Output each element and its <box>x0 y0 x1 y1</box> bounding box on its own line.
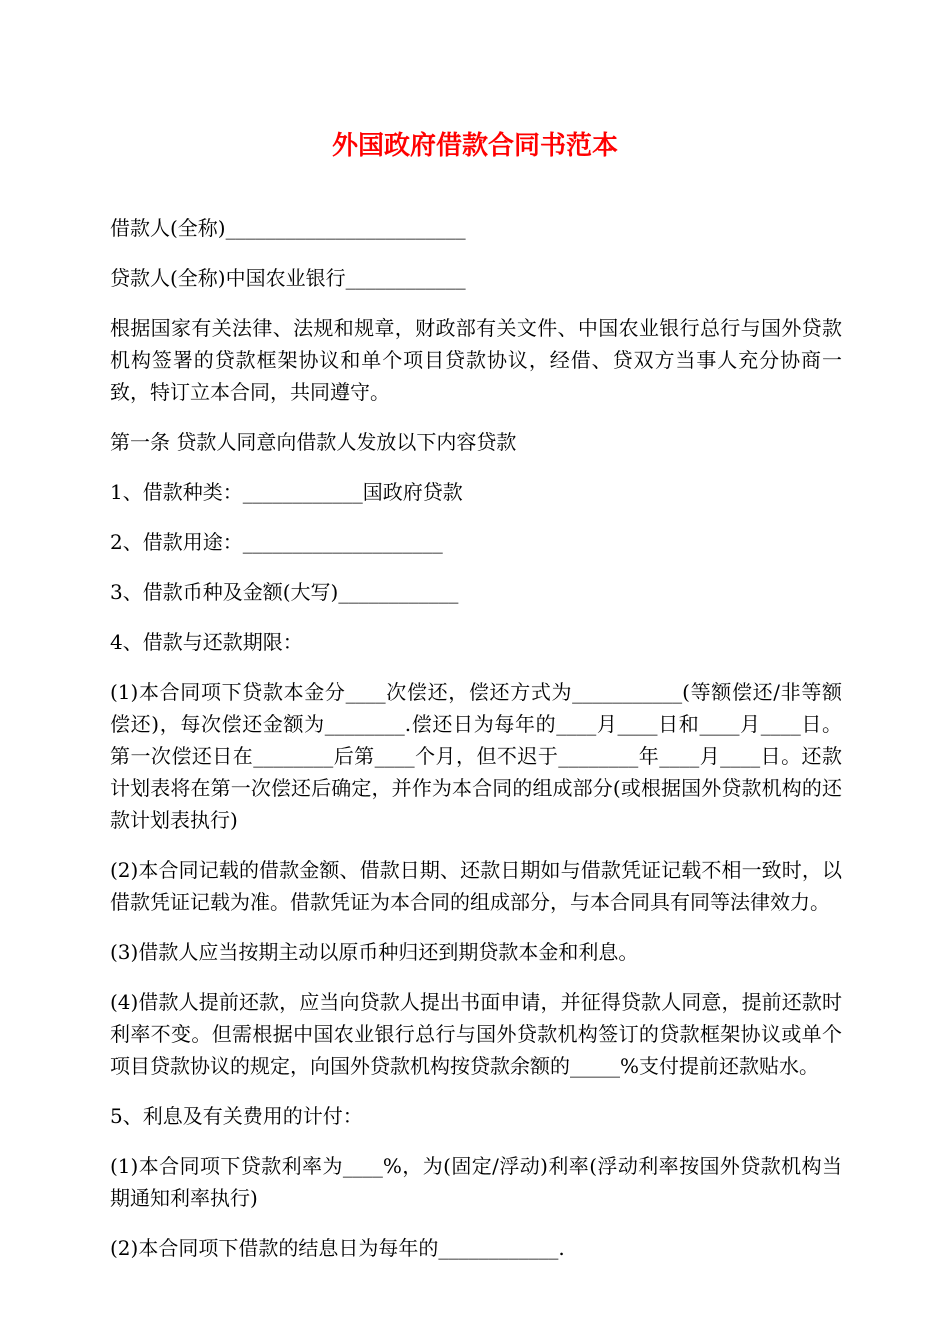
loan-type-line: 1、借款种类：____________国政府贷款 <box>110 480 463 504</box>
repayment-clause-3: (3)借款人应当按期主动以原币种归还到期贷款本金和利息。 <box>110 940 639 964</box>
article-one-heading: 第一条 贷款人同意向借款人发放以下内容贷款 <box>110 430 517 454</box>
lender-line: 贷款人(全称)中国农业银行____________ <box>110 266 466 290</box>
document-title: 外国政府借款合同书范本 <box>331 131 618 161</box>
repayment-clause-1: (1)本合同项下贷款本金分____次偿还，偿还方式为___________(等额偿还/非等额偿还)，每次偿还金额为________.偿还日为每年的____月____日和____月____日。第一次偿还日在________后第____个月，但不迟于________年____月____日。还款计划表将在第一次偿还后确定，并作为本合同的组成部分(或根据国外贷款机构的还款计划表执行) <box>110 680 842 832</box>
interest-clause-1: (1)本合同项下贷款利率为____%，为(固定/浮动)利率(浮动利率按国外贷款机构当期通知利率执行) <box>110 1154 842 1210</box>
repayment-clause-4: (4)借款人提前还款，应当向贷款人提出书面申请，并征得贷款人同意，提前还款时利率不变。但需根据中国农业银行总行与国外贷款机构签订的贷款框架协议或单个项目贷款协议的规定，向国外贷款机构按贷款余额的_____%支付提前还款贴水。 <box>110 990 842 1078</box>
preamble-paragraph: 根据国家有关法律、法规和规章，财政部有关文件、中国农业银行总行与国外贷款机构签署的贷款框架协议和单个项目贷款协议，经借、贷双方当事人充分协商一致，特订立本合同，共同遵守。 <box>110 316 842 404</box>
borrower-line: 借款人(全称)________________________ <box>110 216 466 240</box>
interest-heading: 5、利息及有关费用的计付： <box>110 1104 363 1128</box>
repayment-clause-2: (2)本合同记载的借款金额、借款日期、还款日期如与借款凭证记载不相一致时，以借款凭证记载为准。借款凭证为本合同的组成部分，与本合同具有同等法律效力。 <box>110 858 842 914</box>
loan-purpose-line: 2、借款用途：____________________ <box>110 530 443 554</box>
interest-clause-2: (2)本合同项下借款的结息日为每年的____________. <box>110 1236 565 1260</box>
loan-term-heading: 4、借款与还款期限： <box>110 630 303 654</box>
loan-currency-amount-line: 3、借款币种及金额(大写)____________ <box>110 580 459 604</box>
document-body <box>110 212 842 1282</box>
